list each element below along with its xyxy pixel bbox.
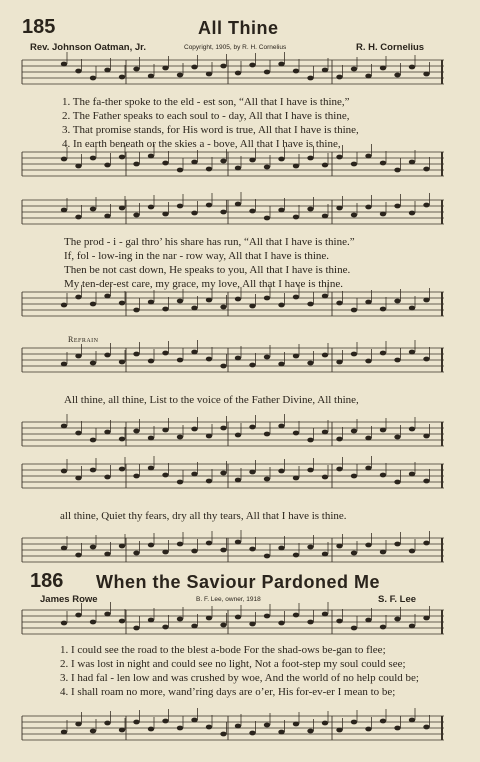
note-head (148, 74, 154, 79)
note-head (162, 625, 168, 630)
note-head (351, 551, 357, 556)
note-head (293, 431, 299, 436)
note-head (75, 295, 81, 300)
note-head (148, 154, 154, 159)
note-head (191, 718, 197, 723)
note-head (104, 552, 110, 557)
note-head (394, 542, 400, 547)
note-head (206, 434, 212, 439)
note-head (249, 304, 255, 309)
note-head (394, 358, 400, 363)
treble-staff (22, 462, 444, 492)
note-head (307, 545, 313, 550)
note-head (278, 303, 284, 308)
note-head (177, 542, 183, 547)
note-head (104, 353, 110, 358)
note-head (61, 62, 67, 67)
note-head (148, 436, 154, 441)
note-head (293, 722, 299, 727)
note-head (90, 76, 96, 81)
note-head (75, 215, 81, 220)
note-head (148, 727, 154, 732)
note-head (133, 429, 139, 434)
note-head (322, 721, 328, 726)
treble-staff (22, 346, 444, 376)
note-head (322, 475, 328, 480)
note-head (206, 725, 212, 730)
note-head (61, 424, 67, 429)
note-head (380, 625, 386, 630)
note-head (235, 478, 241, 483)
note-head (206, 616, 212, 621)
note-head (409, 549, 415, 554)
note-head (220, 548, 226, 553)
copyright-notice: B. F. Lee, owner, 1918 (196, 596, 261, 603)
note-head (351, 308, 357, 313)
note-head (75, 431, 81, 436)
note-head (264, 614, 270, 619)
note-head (162, 161, 168, 166)
note-head (264, 355, 270, 360)
treble-staff (22, 608, 444, 638)
note-head (177, 299, 183, 304)
note-head (351, 213, 357, 218)
note-head (119, 360, 125, 365)
note-head (75, 164, 81, 169)
note-head (336, 728, 342, 733)
note-head (336, 360, 342, 365)
note-head (307, 302, 313, 307)
note-head (90, 438, 96, 443)
note-head (104, 294, 110, 299)
note-head (191, 350, 197, 355)
note-head (307, 76, 313, 81)
note-head (423, 616, 429, 621)
note-head (191, 427, 197, 432)
note-head (394, 726, 400, 731)
lyric-line: all thine, Quiet thy fears, dry all thy tears, All that I have is thine. (60, 510, 347, 522)
note-head (220, 210, 226, 215)
note-head (90, 361, 96, 366)
note-head (90, 156, 96, 161)
note-head (235, 356, 241, 361)
note-head (133, 213, 139, 218)
note-head (133, 67, 139, 72)
note-head (365, 154, 371, 159)
note-head (394, 435, 400, 440)
author-credit: Rev. Johnson Oatman, Jr. (30, 42, 146, 53)
note-head (351, 626, 357, 631)
note-head (322, 214, 328, 219)
note-head (133, 474, 139, 479)
note-head (249, 470, 255, 475)
note-head (293, 295, 299, 300)
note-head (177, 435, 183, 440)
note-head (307, 620, 313, 625)
note-head (191, 306, 197, 311)
note-head (133, 720, 139, 725)
note-head (133, 162, 139, 167)
note-head (423, 725, 429, 730)
note-head (75, 722, 81, 727)
note-head (191, 65, 197, 70)
note-head (148, 205, 154, 210)
note-head (75, 613, 81, 618)
treble-staff (22, 58, 444, 88)
note-head (177, 204, 183, 209)
note-head (249, 547, 255, 552)
note-head (264, 554, 270, 559)
note-head (177, 480, 183, 485)
note-head (220, 471, 226, 476)
note-head (119, 75, 125, 80)
note-head (90, 468, 96, 473)
note-head (148, 300, 154, 305)
note-head (365, 618, 371, 623)
note-head (423, 167, 429, 172)
note-head (104, 612, 110, 617)
lyric-line: 1. The fa-ther spoke to the eld - est son, “All that I have is thine,” (62, 96, 350, 108)
note-head (90, 620, 96, 625)
bass-staff (22, 150, 444, 180)
note-head (133, 626, 139, 631)
note-head (380, 212, 386, 217)
note-head (61, 621, 67, 626)
note-head (307, 729, 313, 734)
note-head (365, 543, 371, 548)
lyric-line: Then be not cast down, He speaks to you, All that I have is thine. (64, 264, 351, 276)
note-head (61, 469, 67, 474)
note-head (162, 719, 168, 724)
note-head (119, 155, 125, 160)
note-head (336, 467, 342, 472)
note-head (249, 425, 255, 430)
note-head (206, 167, 212, 172)
note-head (423, 203, 429, 208)
note-head (162, 212, 168, 217)
note-head (380, 428, 386, 433)
copyright-notice: Copyright, 1905, by R. H. Cornelius (184, 44, 287, 51)
note-head (365, 436, 371, 441)
note-head (278, 62, 284, 67)
hymn-number: 185 (22, 16, 56, 38)
note-head (104, 721, 110, 726)
note-head (394, 299, 400, 304)
note-head (409, 160, 415, 165)
note-head (177, 358, 183, 363)
note-head (409, 472, 415, 477)
bass-staff (22, 290, 444, 320)
note-head (380, 307, 386, 312)
note-head (278, 730, 284, 735)
bass-staff (22, 536, 444, 566)
note-head (423, 298, 429, 303)
note-head (423, 434, 429, 439)
note-head (119, 619, 125, 624)
note-head (90, 302, 96, 307)
note-head (278, 621, 284, 626)
note-head (235, 540, 241, 545)
note-head (409, 306, 415, 311)
note-head (249, 731, 255, 736)
note-head (307, 207, 313, 212)
note-head (220, 305, 226, 310)
note-head (322, 612, 328, 617)
note-head (104, 214, 110, 219)
note-head (409, 718, 415, 723)
note-head (104, 430, 110, 435)
note-head (365, 74, 371, 79)
note-head (235, 724, 241, 729)
note-head (380, 473, 386, 478)
note-head (177, 73, 183, 78)
note-head (220, 159, 226, 164)
note-head (423, 357, 429, 362)
note-head (249, 158, 255, 163)
note-head (162, 66, 168, 71)
note-head (322, 68, 328, 73)
note-head (162, 473, 168, 478)
note-head (191, 211, 197, 216)
note-head (409, 211, 415, 216)
note-head (264, 216, 270, 221)
note-head (336, 544, 342, 549)
hymn-number: 186 (30, 570, 64, 592)
note-head (119, 467, 125, 472)
refrain-label: Refrain (68, 335, 99, 344)
note-head (351, 67, 357, 72)
note-head (104, 163, 110, 168)
note-head (220, 623, 226, 628)
note-head (235, 166, 241, 171)
note-head (365, 466, 371, 471)
note-head (380, 66, 386, 71)
note-head (336, 75, 342, 80)
note-head (293, 553, 299, 558)
note-head (423, 479, 429, 484)
note-head (90, 729, 96, 734)
note-head (394, 204, 400, 209)
note-head (394, 168, 400, 173)
lyric-line: 3. That promise stands, for His word is true, All that I have is thine, (62, 124, 359, 136)
composer-credit: S. F. Lee (378, 594, 417, 605)
note-head (394, 617, 400, 622)
note-head (162, 550, 168, 555)
note-head (365, 359, 371, 364)
note-head (307, 438, 313, 443)
note-head (104, 68, 110, 73)
note-head (264, 70, 270, 75)
note-head (162, 307, 168, 312)
note-head (322, 353, 328, 358)
author-credit: James Rowe (40, 594, 98, 605)
note-head (206, 298, 212, 303)
note-head (235, 297, 241, 302)
note-head (423, 72, 429, 77)
note-head (148, 466, 154, 471)
note-head (394, 73, 400, 78)
note-head (148, 359, 154, 364)
note-head (235, 615, 241, 620)
lyric-line: All thine, all thine, List to the voice of the Father Divine, All thine, (64, 394, 359, 406)
note-head (104, 475, 110, 480)
note-head (249, 622, 255, 627)
note-head (264, 477, 270, 482)
note-head (409, 624, 415, 629)
note-head (61, 362, 67, 367)
note-head (90, 207, 96, 212)
note-head (365, 205, 371, 210)
note-head (249, 363, 255, 368)
bass-staff (22, 420, 444, 450)
note-head (278, 208, 284, 213)
note-head (119, 301, 125, 306)
note-head (61, 730, 67, 735)
note-head (278, 469, 284, 474)
note-head (133, 308, 139, 313)
note-head (162, 351, 168, 356)
note-head (278, 546, 284, 551)
note-head (220, 364, 226, 369)
note-head (307, 361, 313, 366)
note-head (336, 437, 342, 442)
note-head (119, 437, 125, 442)
note-head (220, 426, 226, 431)
note-head (264, 432, 270, 437)
note-head (293, 476, 299, 481)
note-head (191, 160, 197, 165)
note-head (177, 617, 183, 622)
note-head (293, 164, 299, 169)
lyric-line: 4. I shall roam no more, wand’ring days are o’er, His for-ev-er I mean to be; (60, 686, 396, 698)
note-head (162, 428, 168, 433)
note-head (394, 480, 400, 485)
note-head (119, 728, 125, 733)
note-head (409, 65, 415, 70)
note-head (75, 553, 81, 558)
note-head (249, 63, 255, 68)
note-head (351, 720, 357, 725)
note-head (61, 157, 67, 162)
bass-staff (22, 714, 444, 744)
note-head (235, 433, 241, 438)
note-head (191, 624, 197, 629)
note-head (75, 69, 81, 74)
note-head (365, 727, 371, 732)
note-head (206, 479, 212, 484)
note-head (409, 350, 415, 355)
note-head (351, 162, 357, 167)
note-head (235, 202, 241, 207)
note-head (307, 156, 313, 161)
note-head (278, 157, 284, 162)
note-head (380, 719, 386, 724)
note-head (220, 732, 226, 737)
note-head (293, 613, 299, 618)
note-head (278, 424, 284, 429)
note-head (148, 543, 154, 548)
note-head (351, 474, 357, 479)
note-head (264, 165, 270, 170)
note-head (206, 357, 212, 362)
note-head (148, 618, 154, 623)
note-head (133, 352, 139, 357)
note-head (380, 161, 386, 166)
note-head (336, 301, 342, 306)
note-head (307, 468, 313, 473)
note-head (322, 552, 328, 557)
note-head (336, 206, 342, 211)
note-head (191, 472, 197, 477)
note-head (90, 545, 96, 550)
note-head (119, 544, 125, 549)
hymn-title: All Thine (198, 18, 279, 38)
lyric-line: The prod - i - gal thro’ his share has run, “All that I have is thine.” (64, 236, 355, 248)
note-head (336, 155, 342, 160)
lyric-line: If, fol - low-ing in the nar - row way, All that I have is thine. (64, 250, 330, 262)
note-head (293, 69, 299, 74)
note-head (423, 541, 429, 546)
note-head (380, 550, 386, 555)
note-head (206, 72, 212, 77)
hymn-title: When the Saviour Pardoned Me (96, 572, 381, 592)
note-head (336, 619, 342, 624)
note-head (380, 351, 386, 356)
note-head (264, 296, 270, 301)
note-head (322, 294, 328, 299)
note-head (75, 476, 81, 481)
note-head (206, 203, 212, 208)
note-head (351, 352, 357, 357)
note-head (119, 206, 125, 211)
note-head (249, 209, 255, 214)
note-head (133, 551, 139, 556)
note-head (177, 726, 183, 731)
lyric-line: 3. I had fal - len low and was crushed by woe, And the world of no help could be; (60, 672, 419, 684)
lyric-line: My ten-der-est care, my grace, my love, All that I have is thine. (64, 278, 343, 290)
note-head (293, 215, 299, 220)
lyric-line: 2. The Father speaks to each soul to - day, All that I have is thine, (62, 110, 350, 122)
note-head (322, 430, 328, 435)
note-head (75, 354, 81, 359)
note-head (322, 163, 328, 168)
note-head (264, 723, 270, 728)
lyric-line: 1. I could see the road to the blest a-bode For the shad-ows be-gan to flee; (60, 644, 386, 656)
note-head (177, 168, 183, 173)
note-head (351, 429, 357, 434)
note-head (191, 549, 197, 554)
note-head (365, 300, 371, 305)
note-head (206, 541, 212, 546)
lyric-line: 4. In earth beneath or the skies a - bove, All that I have is thine, (62, 138, 341, 150)
note-head (409, 427, 415, 432)
note-head (293, 354, 299, 359)
treble-staff (22, 198, 444, 228)
note-head (235, 71, 241, 76)
note-head (61, 303, 67, 308)
note-head (220, 64, 226, 69)
note-head (61, 208, 67, 213)
note-head (278, 362, 284, 367)
note-head (61, 546, 67, 551)
lyric-line: 2. I was lost in night and could see no light, Not a foot-step my soul could see; (60, 658, 406, 670)
composer-credit: R. H. Cornelius (356, 42, 425, 53)
